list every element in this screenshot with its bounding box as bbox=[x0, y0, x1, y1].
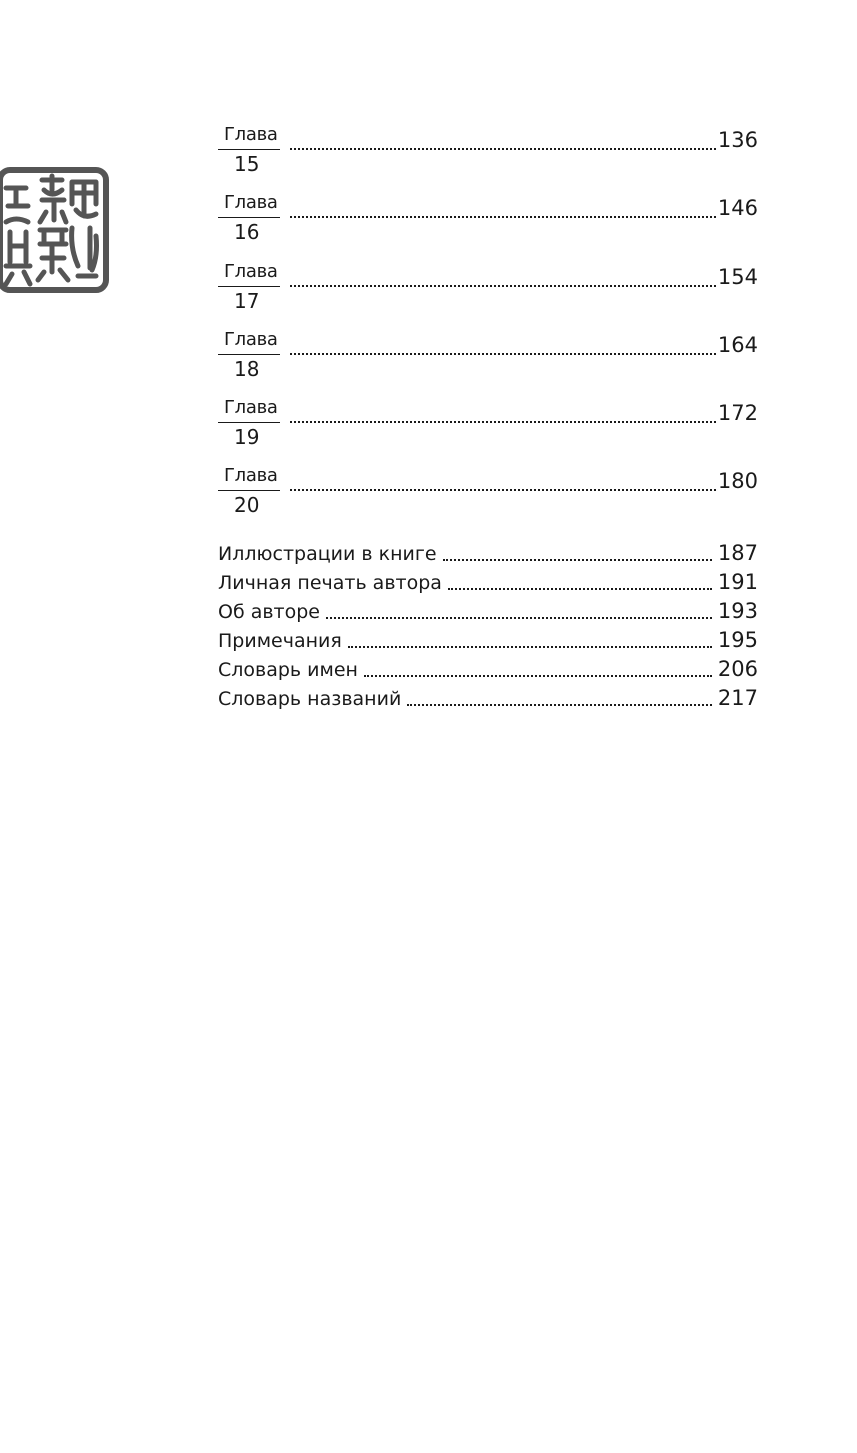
chapter-label bbox=[218, 261, 280, 312]
chapter-label bbox=[218, 397, 280, 448]
toc-chapter-16[interactable] bbox=[218, 192, 758, 254]
chapter-number: 16 bbox=[234, 220, 260, 244]
chapter-number: 19 bbox=[234, 425, 260, 449]
chapter-number: 20 bbox=[234, 493, 260, 517]
chapter-number: 17 bbox=[234, 289, 260, 313]
page-number: 217 bbox=[717, 686, 758, 710]
dot-leader bbox=[290, 202, 716, 218]
chapter-label bbox=[218, 192, 280, 243]
toc-chapter-17[interactable] bbox=[218, 261, 758, 323]
chapter-word: Глава bbox=[224, 124, 278, 145]
toc-entry-titles-glossary[interactable] bbox=[218, 684, 758, 713]
chapter-label bbox=[218, 329, 280, 380]
chapter-number: 15 bbox=[234, 152, 260, 176]
toc-chapter-19[interactable] bbox=[218, 397, 758, 459]
toc-entry-notes[interactable] bbox=[218, 626, 758, 655]
chapter-word: Глава bbox=[224, 465, 278, 486]
entry-title: Примечания bbox=[218, 630, 342, 652]
page-number: 180 bbox=[717, 469, 758, 493]
toc-chapter-15[interactable] bbox=[218, 124, 758, 186]
chapter-word: Глава bbox=[224, 192, 278, 213]
entry-title: Словарь имен bbox=[218, 659, 358, 681]
dot-leader bbox=[290, 339, 716, 355]
chapter-rule bbox=[218, 354, 280, 355]
page-number: 164 bbox=[717, 333, 758, 357]
page-number: 195 bbox=[717, 628, 758, 652]
page-number: 154 bbox=[717, 265, 758, 289]
chapter-rule bbox=[218, 490, 280, 491]
entry-title: Словарь названий bbox=[218, 688, 402, 710]
toc-entry-about-author[interactable] bbox=[218, 597, 758, 626]
chapter-label bbox=[218, 465, 280, 516]
entry-title: Иллюстрации в книге bbox=[218, 543, 437, 565]
author-seal-icon bbox=[0, 166, 112, 294]
toc-entry-illustrations[interactable] bbox=[218, 539, 758, 568]
chapter-rule bbox=[218, 149, 280, 150]
toc-entry-author-seal[interactable] bbox=[218, 568, 758, 597]
chapter-label bbox=[218, 124, 280, 175]
chapter-rule bbox=[218, 217, 280, 218]
page-number: 193 bbox=[717, 599, 758, 623]
page-number: 172 bbox=[717, 401, 758, 425]
page-number: 191 bbox=[717, 570, 758, 594]
dot-leader bbox=[326, 601, 712, 619]
toc-chapter-20[interactable] bbox=[218, 465, 758, 527]
chapter-rule bbox=[218, 422, 280, 423]
dot-leader bbox=[448, 572, 712, 590]
entry-title: Об авторе bbox=[218, 601, 320, 623]
dot-leader bbox=[290, 407, 716, 423]
chapter-word: Глава bbox=[224, 397, 278, 418]
chapter-word: Глава bbox=[224, 261, 278, 282]
toc-entry-names-glossary[interactable] bbox=[218, 655, 758, 684]
dot-leader bbox=[290, 475, 716, 491]
entry-title: Личная печать автора bbox=[218, 572, 442, 594]
page-number: 187 bbox=[717, 541, 758, 565]
dot-leader bbox=[443, 543, 712, 561]
dot-leader bbox=[290, 271, 716, 287]
dot-leader bbox=[290, 134, 716, 150]
chapter-rule bbox=[218, 286, 280, 287]
page-number: 136 bbox=[717, 128, 758, 152]
dot-leader bbox=[348, 630, 712, 648]
page-number: 146 bbox=[717, 196, 758, 220]
chapter-word: Глава bbox=[224, 329, 278, 350]
dot-leader bbox=[364, 659, 712, 677]
chapter-number: 18 bbox=[234, 357, 260, 381]
page-number: 206 bbox=[717, 657, 758, 681]
toc-chapter-18[interactable] bbox=[218, 329, 758, 391]
dot-leader bbox=[407, 688, 712, 706]
